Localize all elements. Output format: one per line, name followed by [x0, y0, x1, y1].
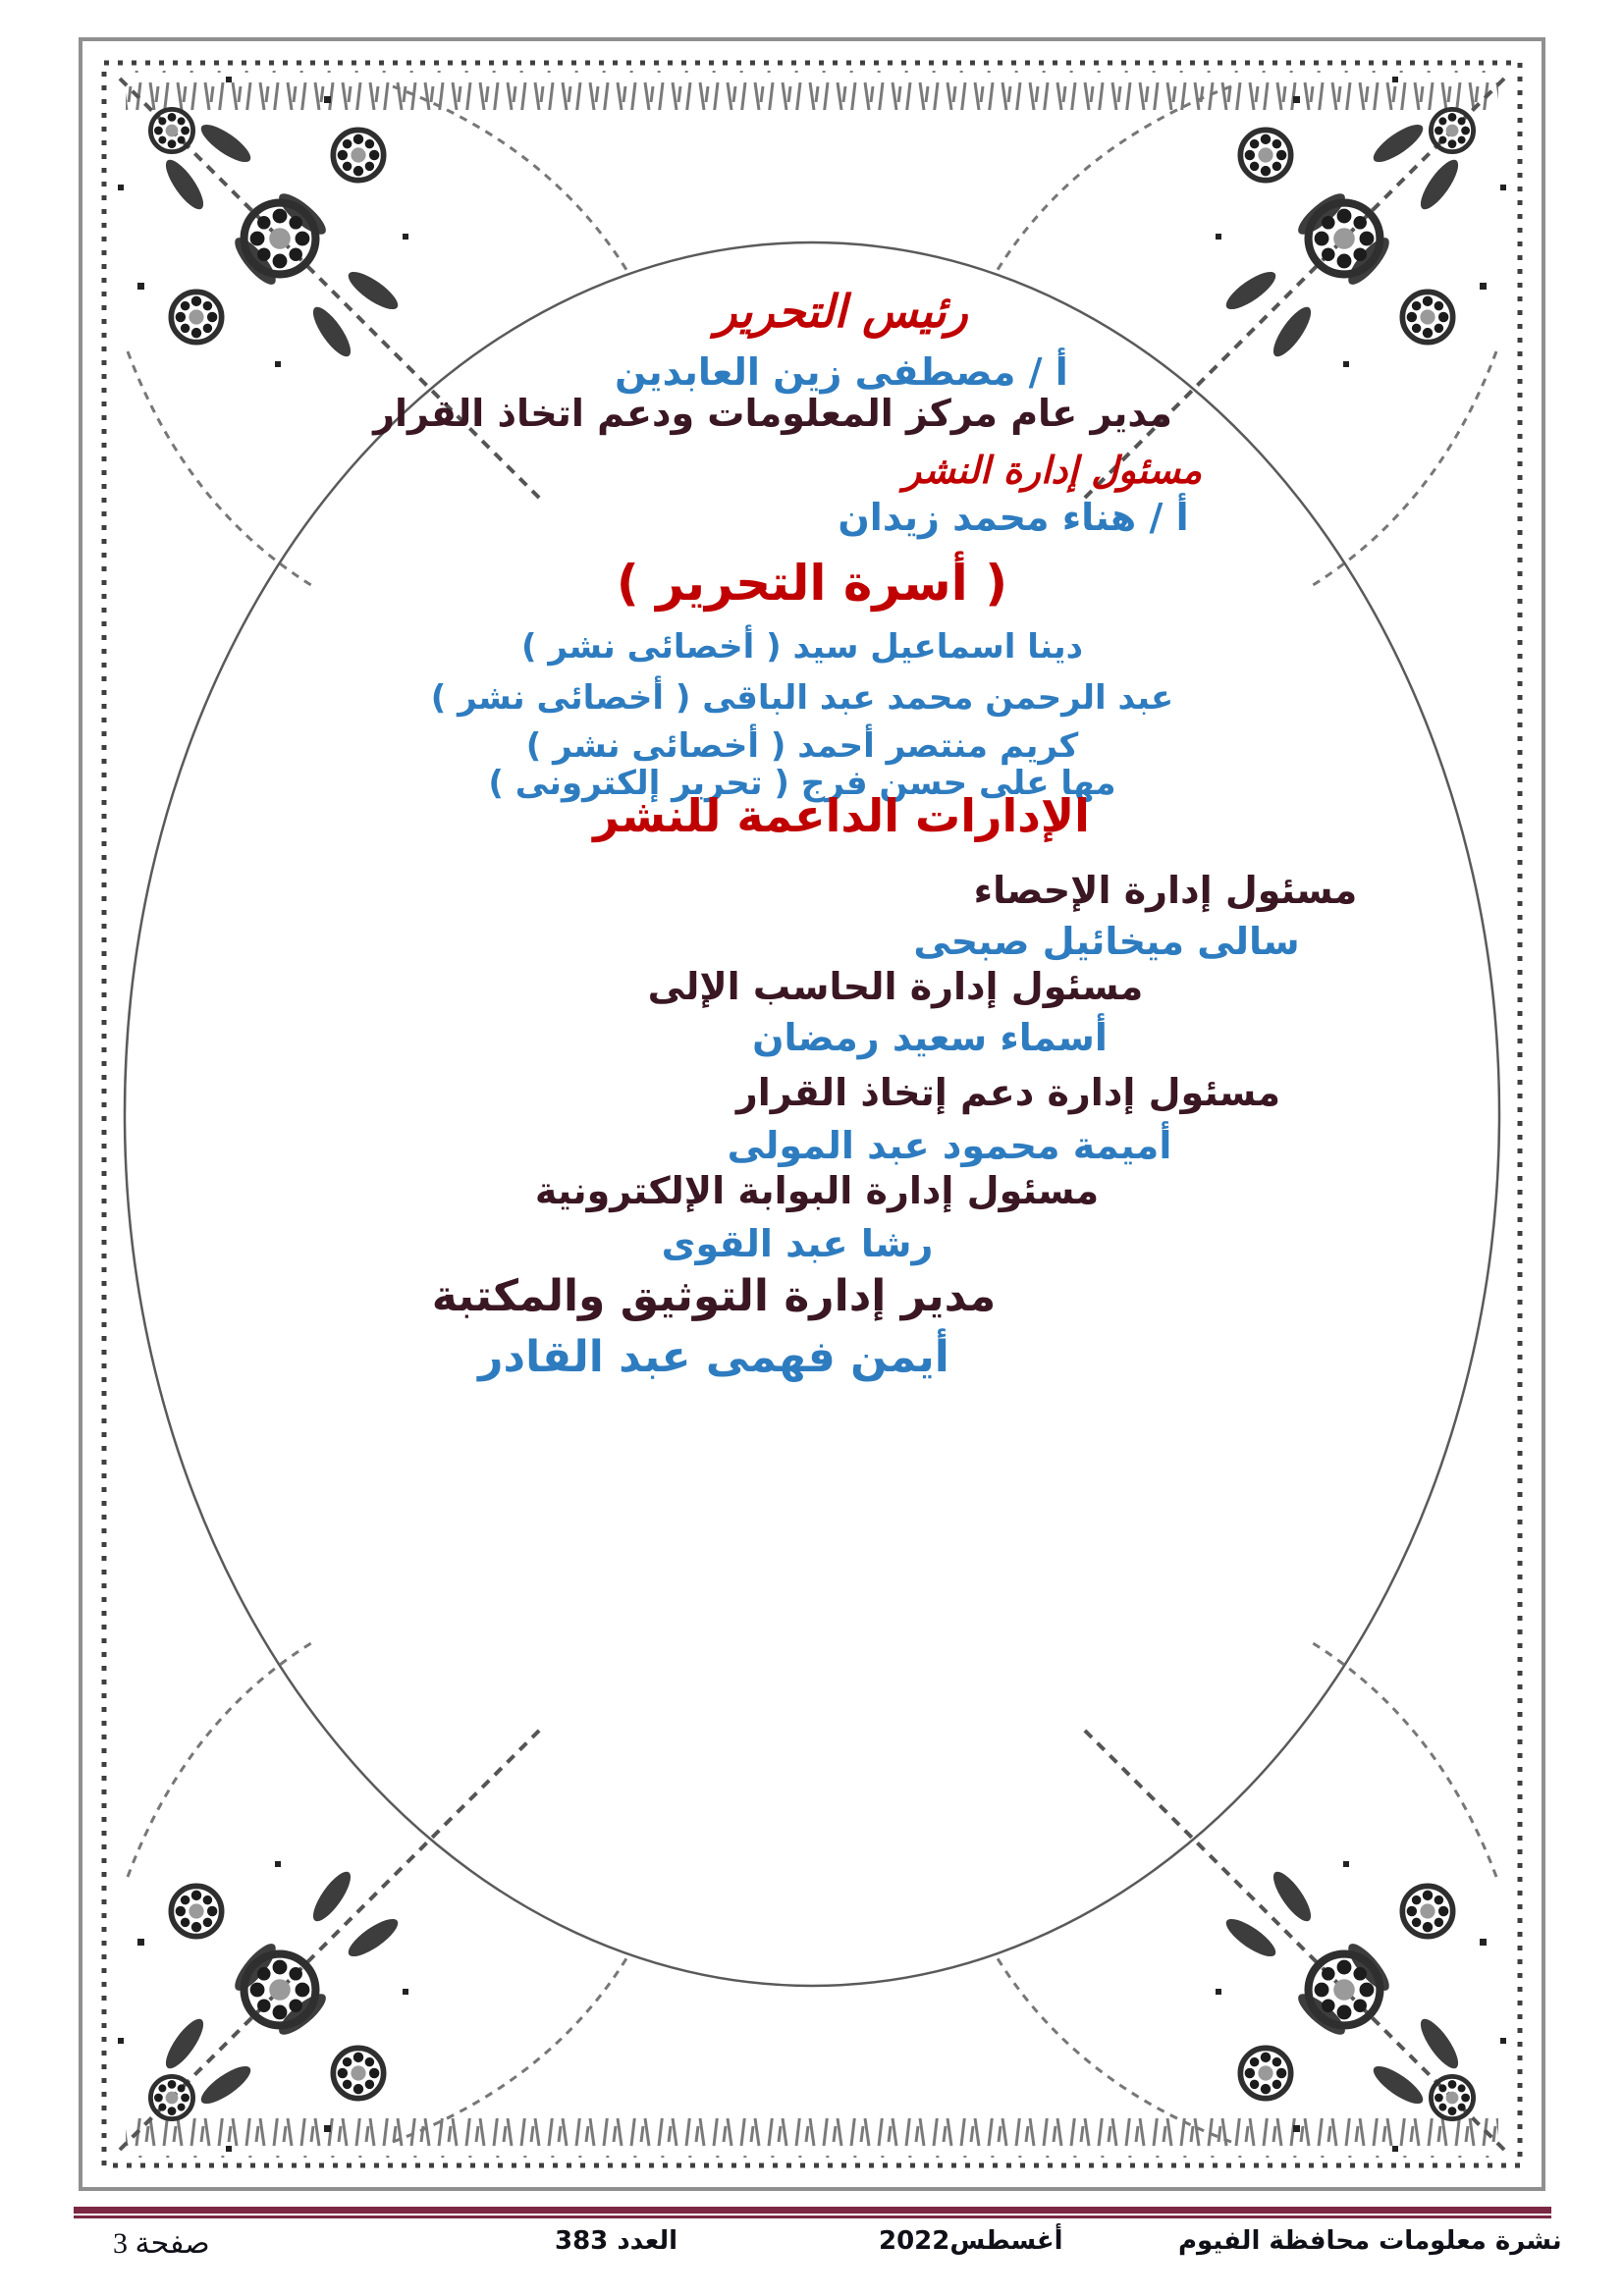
editorial-team-member: عبد الرحمن محمد عبد الباقى ( أخصائى نشر ): [430, 678, 1174, 718]
publishing-manager-heading: مسئول إدارة النشر: [902, 449, 1203, 492]
e-portal-dept-heading: مسئول إدارة البوابة الإلكترونية: [534, 1169, 1100, 1212]
bottom-fringe-ornament: [126, 2118, 1498, 2158]
editorial-team-heading: ( أسرة التحرير ): [616, 555, 1008, 612]
flower-ornament-bottom-right: [996, 1641, 1506, 2152]
editor-in-chief-title: مدير عام مركز المعلومات ودعم اتخاذ القرار: [373, 392, 1172, 435]
editorial-team-member: كريم منتصر أحمد ( أخصائى نشر ): [525, 726, 1079, 766]
decision-support-dept-heading: مسئول إدارة دعم إتخاذ القرار: [735, 1071, 1281, 1114]
supporting-departments-heading: الإدارات الداعمة للنشر: [593, 789, 1090, 842]
documentation-library-heading: مدير إدارة التوثيق والمكتبة: [431, 1271, 997, 1321]
issue-date: أغسطس2022: [879, 2226, 1063, 2256]
flower-ornament-bottom-left: [118, 1641, 628, 2152]
editor-in-chief-heading: رئيس التحرير: [715, 285, 968, 338]
footer-items: [74, 2218, 1562, 2264]
decision-support-dept-name: أميمة محمود عبد المولى: [727, 1124, 1172, 1167]
footer-rule: [74, 2207, 1551, 2218]
computer-dept-heading: مسئول إدارة الحاسب الإلى: [647, 965, 1144, 1008]
bulletin-title: نشرة معلومات محافظة الفيوم: [1178, 2226, 1562, 2256]
page-number: صفحة 3: [113, 2227, 210, 2260]
editorial-team-member: دينا اسماعيل سيد ( أخصائى نشر ): [520, 627, 1084, 667]
issue-number: العدد 383: [555, 2226, 678, 2256]
top-fringe-ornament: [126, 71, 1498, 110]
computer-dept-name: أسماء سعيد رمضان: [752, 1016, 1108, 1059]
documentation-library-name: أيمن فهمى عبد القادر: [478, 1332, 949, 1382]
statistics-dept-heading: مسئول إدارة الإحصاء: [973, 869, 1358, 912]
e-portal-dept-name: رشا عبد القوى: [661, 1222, 934, 1265]
statistics-dept-name: سالى ميخائيل صبحى: [913, 920, 1300, 963]
publishing-manager-name: أ / هناء محمد زيدان: [838, 496, 1189, 539]
page-footer: [74, 2207, 1562, 2264]
editorial-team-member: مها على حسن فرج ( تحرير إلكترونى ): [488, 764, 1116, 803]
editor-in-chief-name: أ / مصطفى زين العابدين: [615, 350, 1068, 394]
